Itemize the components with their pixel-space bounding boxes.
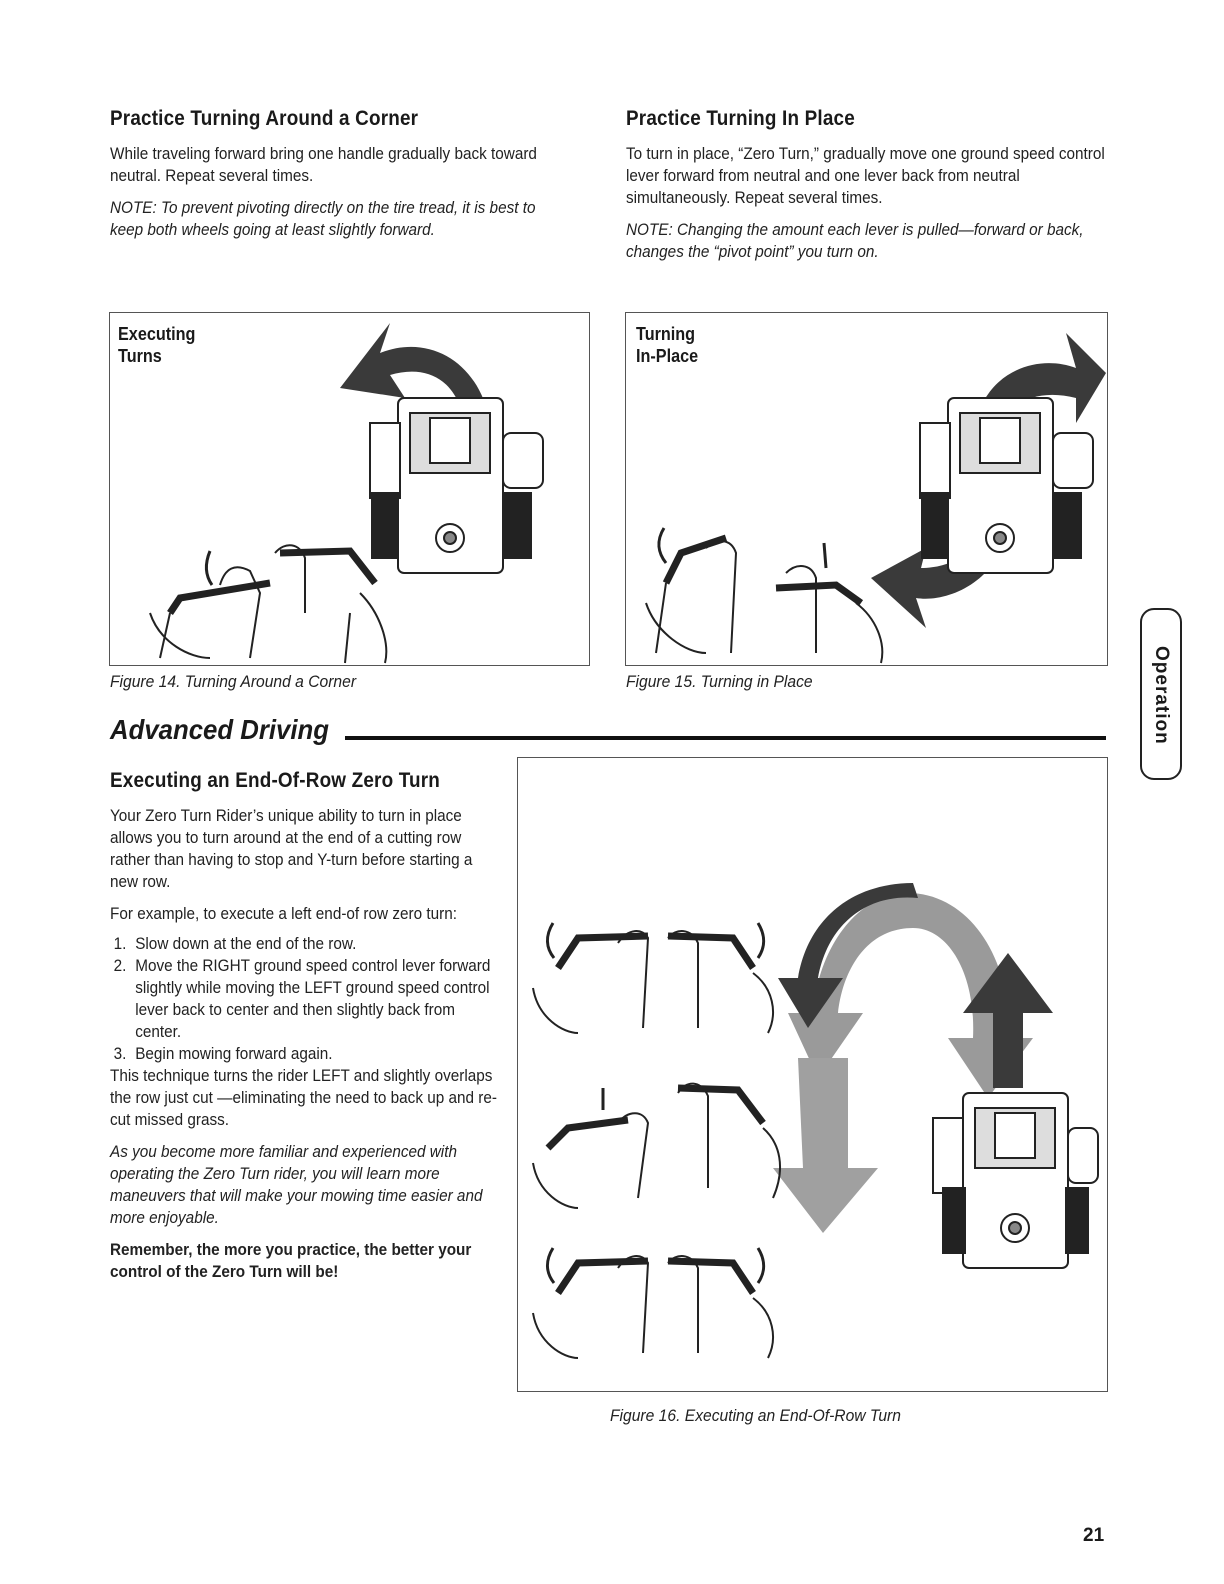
turning-corner-text (110, 143, 551, 241)
end-of-row-closing: Remember, the more you practice, the better your control of the Zero Turn will be! (110, 1240, 472, 1281)
turning-corner-para: While traveling forward bring one handle gradually back toward neutral. Repeat several times. (110, 144, 537, 185)
figure-16-caption: Figure 16. Executing an End-Of-Row Turn (610, 1406, 901, 1425)
figure-15-label-line1: Turning (636, 324, 696, 344)
figure-14-label-line1: Executing (118, 324, 196, 344)
hand-levers-icon (646, 528, 882, 663)
section-rule (345, 736, 1106, 740)
figure-14-label-line2: Turns (118, 346, 162, 366)
step-item (110, 955, 504, 1043)
figure-16-box (517, 757, 1108, 1392)
reverse-arrow-icon (773, 1058, 878, 1233)
end-of-row-heading: Executing an End-Of-Row Zero Turn (110, 769, 441, 792)
mower-icon (920, 398, 1093, 573)
hand-levers-middle-icon (533, 1084, 780, 1208)
turning-in-place-para: To turn in place, “Zero Turn,” gradually move one ground speed control lever forward from neutral and one lever back from neutral simultaneously. Repeat several times. (626, 144, 1105, 207)
step-item (110, 1043, 504, 1065)
figure-16-illustration (518, 758, 1107, 1391)
end-of-row-para3: This technique turns the rider LEFT and slightly overlaps the row just cut —eliminating the need to back up and re-cut missed grass. (110, 1066, 497, 1129)
section-heading-turning-in-place: Practice Turning In Place (626, 107, 855, 130)
figure-15-illustration (626, 313, 1107, 665)
figure-14-box (109, 312, 590, 666)
figure-14-illustration (110, 313, 589, 665)
turning-in-place-note: NOTE: Changing the amount each lever is pulled—forward or back, changes the “pivot point” you turn on. (626, 220, 1084, 261)
figure-15-label-line2: In-Place (636, 346, 699, 366)
step-number: 2. (113, 956, 127, 975)
page-number: 21 (1083, 1525, 1105, 1546)
section-heading-turning-corner: Practice Turning Around a Corner (110, 107, 419, 130)
end-of-row-note: As you become more familiar and experienced with operating the Zero Turn rider, you will learn more maneuvers that will make your mowing time easier and more enjoyable. (110, 1142, 483, 1227)
step-text: Slow down at the end of the row. (135, 934, 357, 953)
step-text: Move the RIGHT ground speed control lever forward slightly while moving the LEFT ground speed control lever back to center and then slightly back from center. (135, 956, 491, 1041)
step-item (110, 933, 504, 955)
step-text: Begin mowing forward again. (135, 1044, 333, 1063)
mower-icon (370, 398, 543, 573)
step-number: 3. (113, 1044, 127, 1063)
turning-in-place-text (626, 143, 1105, 263)
mower-icon (933, 1093, 1098, 1268)
figure-15-box (625, 312, 1108, 666)
turning-corner-note: NOTE: To prevent pivoting directly on the tire tread, it is best to keep both wheels going at least slightly forward. (110, 198, 536, 239)
end-of-row-text (110, 805, 504, 1283)
steps-list (110, 933, 504, 1065)
advanced-driving-title: Advanced Driving (110, 714, 330, 745)
figure-15-caption: Figure 15. Turning in Place (626, 672, 813, 691)
operation-side-tab[interactable] (1140, 608, 1182, 780)
hand-levers-icon (150, 545, 386, 663)
figure-14-caption: Figure 14. Turning Around a Corner (110, 672, 357, 691)
end-of-row-para1: Your Zero Turn Rider’s unique ability to turn in place allows you to turn around at the end of a cutting row rather than having to stop and Y-turn before starting a new row. (110, 806, 473, 891)
step-number: 1. (113, 934, 127, 953)
end-of-row-para2: For example, to execute a left end-of row zero turn: (110, 904, 457, 923)
hand-levers-top-icon (533, 923, 773, 1033)
side-tab-label: Operation (1151, 646, 1172, 745)
hand-levers-bottom-icon (533, 1248, 773, 1358)
